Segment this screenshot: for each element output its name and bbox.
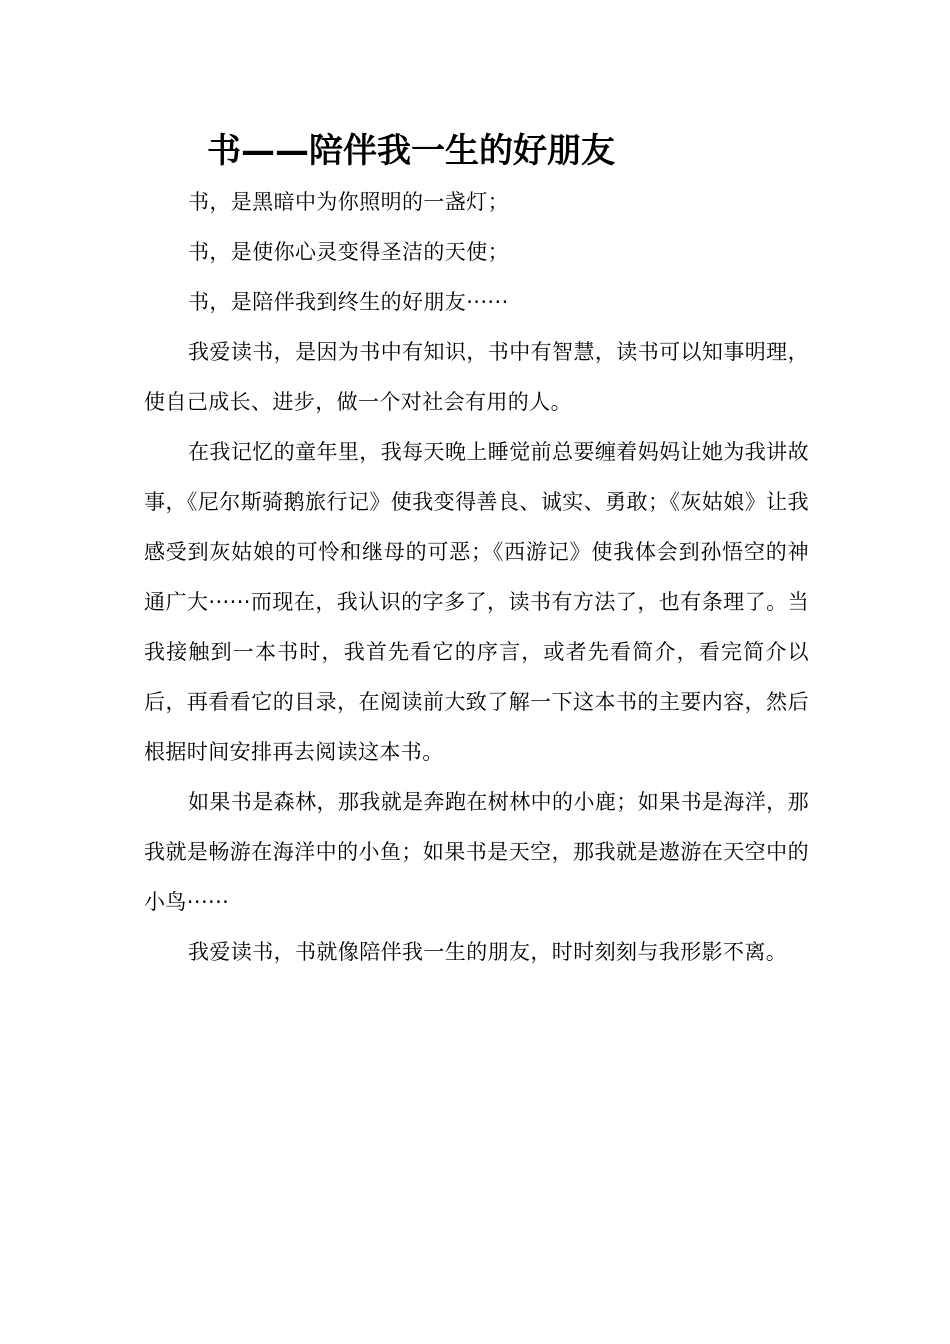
paragraph-3: 书，是陪伴我到终生的好朋友······ — [188, 290, 509, 314]
document-title: 书——陪伴我一生的好朋友 — [207, 131, 615, 171]
paragraph-6: 如果书是森林，那我就是奔跑在树林中的小鹿；如果书是海洋，那我就是畅游在海洋中的小鱼；如果书是天空，那我就是遨游在天空中的小鸟······ — [144, 790, 809, 914]
paragraph-1: 书，是黑暗中为你照明的一盏灯； — [188, 190, 509, 214]
paragraph-7: 我爱读书，书就像陪伴我一生的朋友，时时刻刻与我形影不离。 — [188, 940, 788, 964]
paragraph-4: 我爱读书，是因为书中有知识，书中有智慧，读书可以知事明理，使自己成长、进步，做一个对社会有用的人。 — [144, 340, 809, 414]
document-body — [144, 177, 809, 977]
paragraph-2: 书，是使你心灵变得圣洁的天使； — [188, 240, 509, 264]
paragraph-5: 在我记忆的童年里，我每天晚上睡觉前总要缠着妈妈让她为我讲故事，《尼尔斯骑鹅旅行记》使我变得善良、诚实、勇敢；《灰姑娘》让我感受到灰姑娘的可怜和继母的可恶；《西游记》使我体会到孙悟空的神通广大······而现在，我认识的字多了，读书有方法了，也有条理了。当我接触到一本书时，我首先看它的序言，或者先看简介，看完简介以后，再看看它的目录，在阅读前大致了解一下这本书的主要内容，然后根据时间安排再去阅读这本书。 — [144, 440, 809, 764]
